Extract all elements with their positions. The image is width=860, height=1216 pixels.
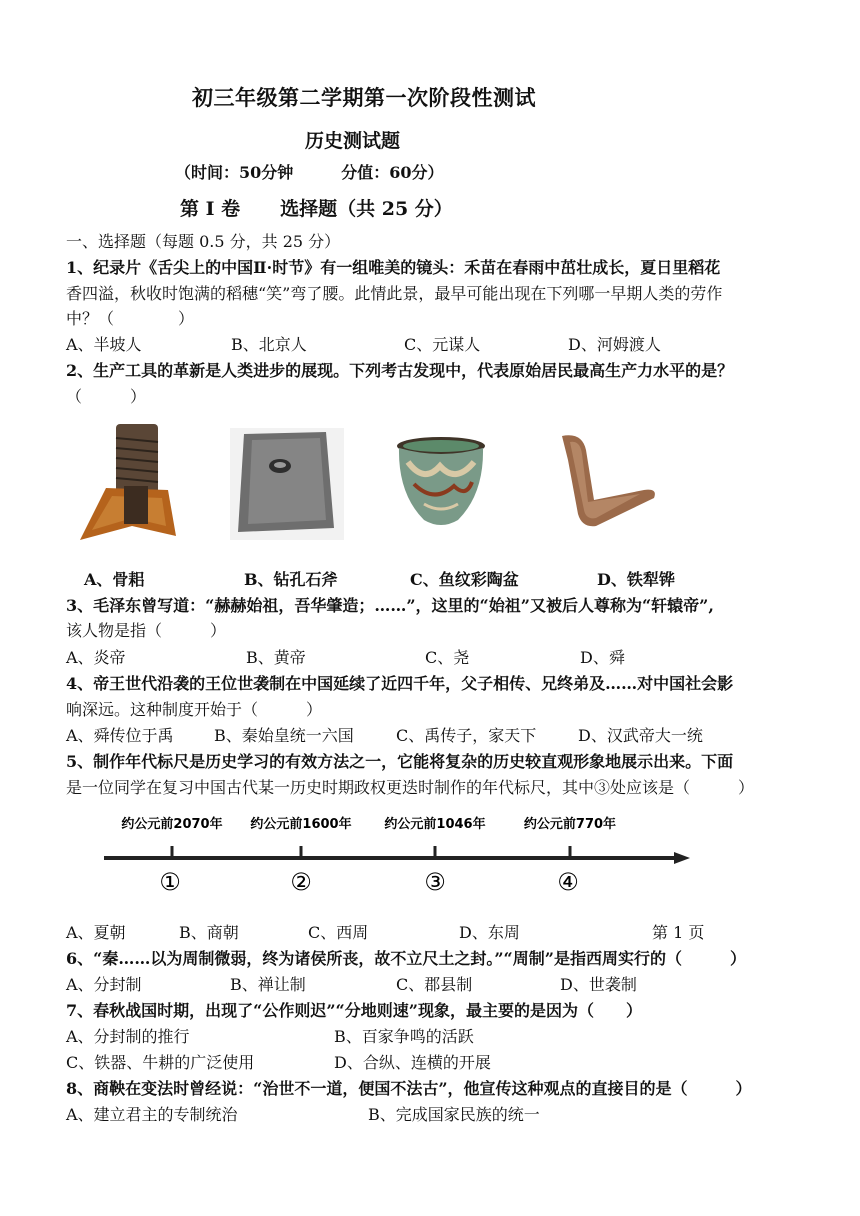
option-c: C、郡县制 bbox=[396, 975, 473, 994]
dynasty-timeline bbox=[100, 812, 700, 902]
question-6-line-1: 6、“秦……以为周制微弱，终为诸侯所丧，故不立尺土之封。”“周制”是指西周实行的（ ） bbox=[66, 949, 746, 968]
option-b: B、百家争鸣的活跃 bbox=[334, 1027, 474, 1046]
option-a: A、分封制 bbox=[66, 975, 142, 994]
timeline-label-2: 约公元前1600年 bbox=[250, 817, 352, 832]
volume-heading bbox=[180, 194, 453, 221]
timeline-label-3: 约公元前1046年 bbox=[384, 817, 486, 832]
option-c: C、禹传子，家天下 bbox=[396, 726, 537, 745]
stone-axe-image bbox=[230, 428, 344, 540]
option-a: A、炎帝 bbox=[66, 648, 126, 667]
option-c: C、鱼纹彩陶盆 bbox=[410, 570, 519, 589]
option-c: C、元谋人 bbox=[404, 335, 481, 354]
option-c: C、西周 bbox=[308, 923, 369, 942]
timeline-mark-3: ③ bbox=[424, 868, 446, 896]
page-number: 第 1 页 bbox=[652, 923, 705, 942]
timeline-mark-1: ① bbox=[159, 868, 181, 896]
exam-info bbox=[175, 160, 444, 183]
option-b: B、商朝 bbox=[179, 923, 239, 942]
option-d: D、汉武帝大一统 bbox=[578, 726, 703, 745]
option-d: D、世袭制 bbox=[560, 975, 637, 994]
option-a: A、夏朝 bbox=[66, 923, 126, 942]
option-d: D、河姆渡人 bbox=[568, 335, 661, 354]
timeline-label-1: 约公元前2070年 bbox=[121, 817, 223, 832]
question-3-line-1: 3、毛泽东曾写道：“赫赫始祖，吾华肇造；……”，这里的“始祖”又被后人尊称为“轩辕帝”, bbox=[66, 596, 714, 615]
bone-spade-shaft bbox=[124, 486, 148, 524]
option-b: B、秦始皇统一六国 bbox=[214, 726, 354, 745]
option-a: A、建立君主的专制统治 bbox=[66, 1105, 238, 1124]
option-d: D、铁犁铧 bbox=[597, 570, 675, 589]
exam-time: （时间：50分钟 bbox=[175, 163, 294, 182]
question-8-line-1: 8、商鞅在变法时曾经说：“治世不一道，便国不法古”，他宣传这种观点的直接目的是（ ） bbox=[66, 1079, 752, 1098]
option-a: A、分封制的推行 bbox=[66, 1027, 190, 1046]
option-b: B、北京人 bbox=[231, 335, 307, 354]
option-b: B、禅让制 bbox=[230, 975, 306, 994]
question-7-line-1: 7、春秋战国时期，出现了“公作则迟”“分地则速”现象，最主要的是因为（ ） bbox=[66, 1001, 642, 1020]
iron-plough-image bbox=[556, 430, 660, 530]
painted-pottery-basin-image bbox=[394, 434, 488, 530]
subject-title: 历史测试题 bbox=[305, 130, 401, 152]
option-b: B、钻孔石斧 bbox=[244, 570, 338, 589]
section-title: 一、选择题（每题 0.5 分，共 25 分） bbox=[66, 232, 341, 251]
option-a: A、骨耜 bbox=[84, 570, 145, 589]
question-4-line-2: 响深远。这种制度开始于（ ） bbox=[66, 700, 323, 719]
timeline-mark-2: ② bbox=[290, 868, 312, 896]
option-a: A、半坡人 bbox=[66, 335, 142, 354]
timeline-arrow bbox=[674, 852, 690, 864]
question-4-line-1: 4、帝王世代沿袭的王位世袭制在中国延续了近四千年，父子相传、兄终弟及……对中国社会影 bbox=[66, 674, 734, 693]
timeline-label-4: 约公元前770年 bbox=[523, 817, 617, 832]
option-b: B、黄帝 bbox=[246, 648, 306, 667]
volume-label: 第 I 卷 bbox=[180, 198, 241, 220]
bone-spade-image bbox=[72, 418, 182, 546]
exam-score: 分值：60分） bbox=[341, 163, 444, 182]
question-2-line-1: 2、生产工具的革新是人类进步的展现。下列考古发现中，代表原始居民最高生产力水平的是？ bbox=[66, 361, 734, 380]
question-1-line-2: 香四溢，秋收时饱满的稻穗“笑”弯了腰。此情此景，最早可能出现在下列哪一早期人类的劳作 bbox=[66, 284, 723, 303]
question-2-line-2: （ ） bbox=[66, 387, 147, 406]
option-c: C、尧 bbox=[425, 648, 470, 667]
option-b: B、完成国家民族的统一 bbox=[368, 1105, 540, 1124]
option-a: A、舜传位于禹 bbox=[66, 726, 174, 745]
option-d: D、合纵、连横的开展 bbox=[334, 1053, 491, 1072]
question-5-line-2: 是一位同学在复习中国古代某一历史时期政权更迭时制作的年代标尺，其中③处应该是（ ） bbox=[66, 778, 755, 797]
exam-title: 初三年级第二学期第一次阶段性测试 bbox=[192, 85, 536, 110]
timeline-mark-4: ④ bbox=[557, 868, 579, 896]
option-d: D、舜 bbox=[580, 648, 625, 667]
option-d: D、东周 bbox=[459, 923, 520, 942]
question-3-line-2: 该人物是指（ ） bbox=[66, 621, 227, 640]
question-5-line-1: 5、制作年代标尺是历史学习的有效方法之一，它能将复杂的历史较直观形象地展示出来。下面 bbox=[66, 752, 734, 771]
question-1-line-3: 中？（ ） bbox=[66, 309, 195, 328]
section-label: 选择题（共 25 分） bbox=[280, 198, 453, 220]
question-1-line-1: 1、纪录片《舌尖上的中国Ⅱ·时节》有一组唯美的镜头：禾苗在春雨中茁壮成长，夏日里稻花 bbox=[66, 258, 721, 277]
option-c: C、铁器、牛耕的广泛使用 bbox=[66, 1053, 255, 1072]
